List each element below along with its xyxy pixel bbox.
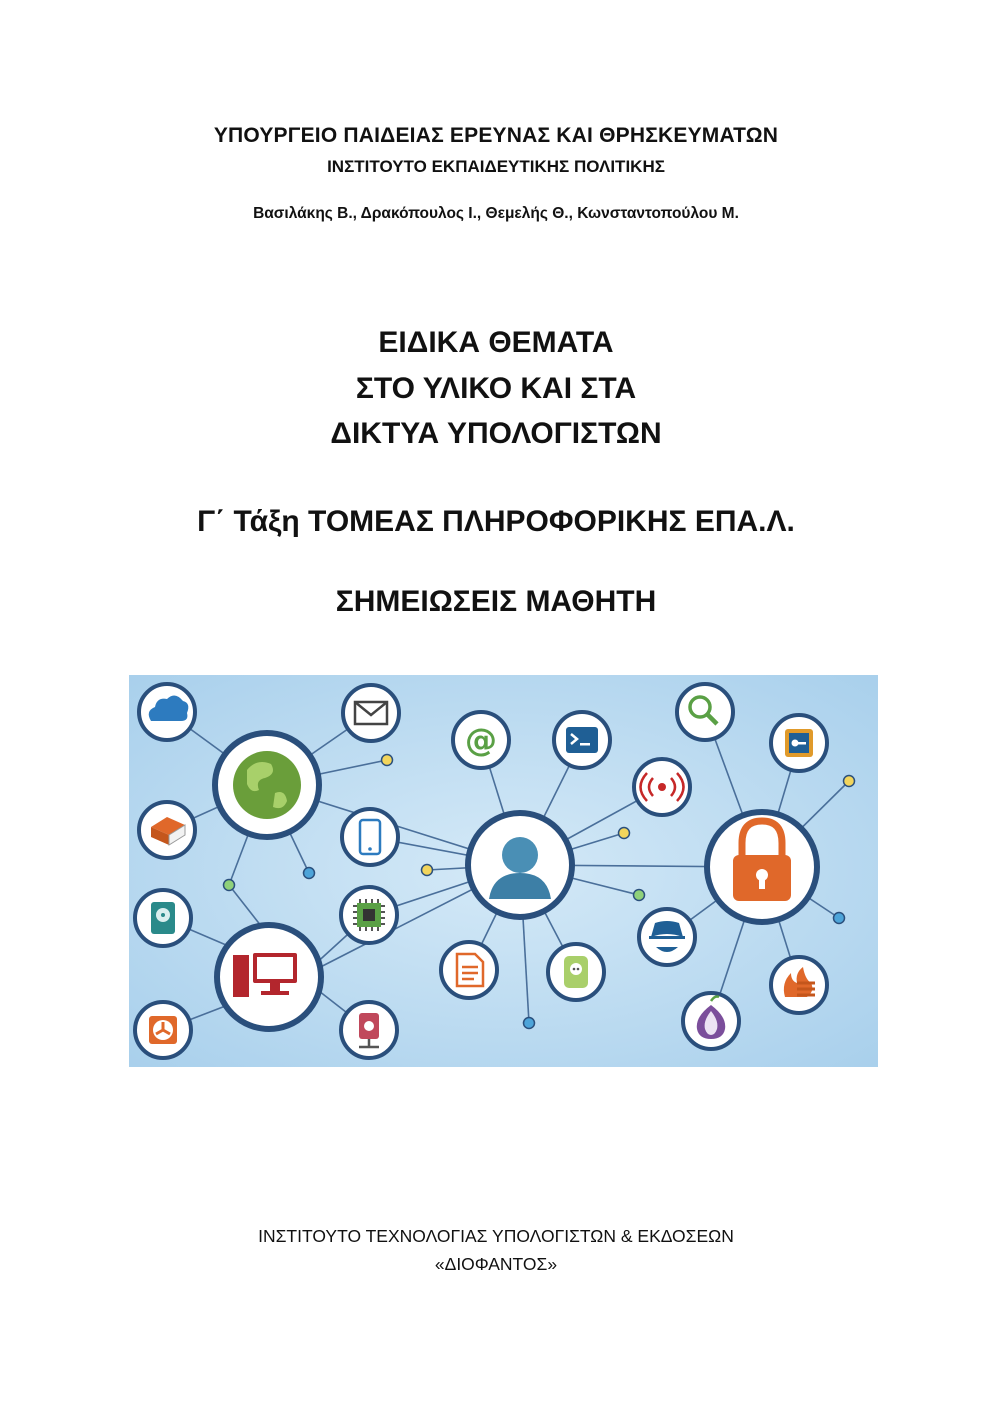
grade-subtitle: Γ΄ Τάξη ΤΟΜΕΑΣ ΠΛΗΡΟΦΟΡΙΚΗΣ ΕΠΑ.Λ. [197,505,795,538]
svg-text:@: @ [465,721,497,759]
router-icon [139,802,195,858]
ministry-heading: ΥΠΟΥΡΓΕΙΟ ΠΑΙΔΕΙΑΣ ΕΡΕΥΝΑΣ ΚΑΙ ΘΡΗΣΚΕΥΜΑΤΩΝ [213,124,779,147]
cpu-icon [341,887,397,943]
hard-disk-icon [135,890,191,946]
title-line-2: ΣΤΟ ΥΛΙΚΟ ΚΑΙ ΣΤΑ [355,372,637,405]
title-line-1: ΕΙΔΙΚΑ ΘΕΜΑΤΑ [378,326,614,359]
wifi-signal-icon [634,759,690,815]
terminal-icon [554,712,610,768]
notes-subtitle: ΣΗΜΕΙΩΣΕΙΣ ΜΑΘΗΤΗ [335,585,657,618]
cloud-icon [139,684,195,740]
padlock-icon [707,812,817,922]
at-sign-icon [453,712,509,768]
usb-drive-icon [341,1002,397,1058]
power-plug-icon [548,944,604,1000]
publisher-name: «ΔΙΟΦΑΝΤΟΣ» [434,1254,558,1274]
phone-icon [342,809,398,865]
globe-icon [215,733,319,837]
network-illustration [129,675,878,1067]
publisher-line: ΙΝΣΤΙΤΟΥΤΟ ΤΕΧΝΟΛΟΓΙΑΣ ΥΠΟΛΟΓΙΣΤΩΝ & ΕΚΔΟΣΕΩΝ [258,1226,734,1246]
chip-key-icon [771,715,827,771]
onion-icon [683,993,739,1049]
envelope-icon [343,685,399,741]
institute-heading: ΙΝΣΤΙΤΟΥΤΟ ΕΚΠΑΙΔΕΥΤΙΚΗΣ ΠΟΛΙΤΙΚΗΣ [327,157,665,176]
user-icon [468,813,572,917]
document-icon [441,942,497,998]
authors-line: Βασιλάκης Β., Δρακόπουλος Ι., Θεμελής Θ., Κωνσταντοπούλου Μ. [253,205,739,222]
fan-icon [135,1002,191,1058]
firewall-icon [771,957,827,1013]
title-line-3: ΔΙΚΤΥΑ ΥΠΟΛΟΓΙΣΤΩΝ [330,417,662,450]
spy-icon [639,909,695,965]
magnifier-icon [677,684,733,740]
computer-icon [217,925,321,1029]
